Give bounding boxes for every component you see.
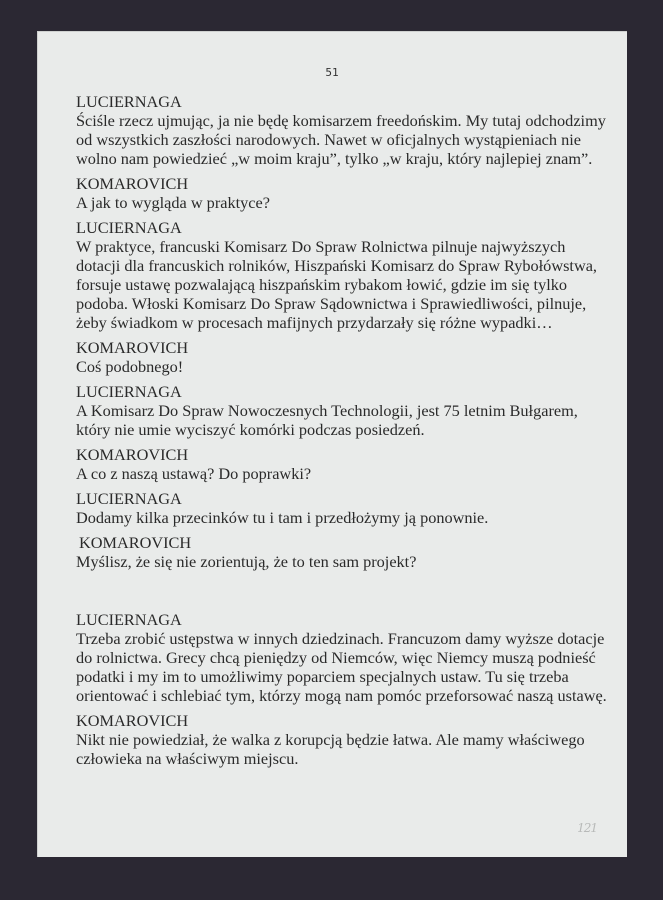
- dialogue-line: orientować i schlebiać tym, którzy mogą nam pomóc przeforsować naszą ustawę.: [76, 686, 607, 705]
- dialogue-block: [76, 533, 616, 571]
- speaker-name: LUCIERNAGA: [76, 92, 182, 111]
- speaker-name: KOMAROVICH: [76, 445, 189, 464]
- dialogue-block: [76, 218, 616, 332]
- speaker-name: LUCIERNAGA: [76, 382, 182, 401]
- speaker-name: KOMAROVICH: [76, 338, 189, 357]
- dialogue-line: A co z naszą ustawą? Do poprawki?: [76, 464, 312, 483]
- dialogue-line: Myślisz, że się nie zorientują, że to ten sam projekt?: [76, 552, 417, 571]
- dialogue-line: do rolnictwa. Grecy chcą pieniędzy od Niemców, więc Niemcy muszą podnieść: [76, 648, 596, 667]
- blank-gap: [76, 577, 616, 610]
- dialogue-line: który nie umie wyciszyć komórki podczas posiedzeń.: [76, 420, 425, 439]
- dialogue-line: forsuje ustawę pozwalającą hiszpańskim rybakom łowić, gdzie im się tylko: [76, 275, 568, 294]
- dialogue-line: żeby świadkom w procesach mafijnych przydarzały się różne wypadki…: [76, 313, 553, 332]
- dialogue-line: podoba. Włoski Komisarz Do Spraw Sądownictwa i Sprawiedliwości, pilnuje,: [76, 294, 587, 313]
- dialogue-line: Ściśle rzecz ujmując, ja nie będę komisarzem freedońskim. My tutaj odchodzimy: [76, 111, 606, 130]
- dialogue-block: [76, 610, 616, 705]
- speaker-name: LUCIERNAGA: [76, 610, 182, 629]
- dialogue-line: człowieka na właściwym miejscu.: [76, 749, 299, 768]
- speaker-name: KOMAROVICH: [76, 174, 189, 193]
- speaker-name: KOMAROVICH: [79, 533, 192, 552]
- handwritten-page-mark: 121: [577, 821, 597, 835]
- speaker-name: LUCIERNAGA: [76, 218, 182, 237]
- dialogue-line: A jak to wygląda w praktyce?: [76, 193, 270, 212]
- document-page: [37, 31, 627, 857]
- dialogue-line: dotacji dla francuskich rolników, Hiszpański Komisarz do Spraw Rybołówstwa,: [76, 256, 597, 275]
- dialogue-content: [76, 92, 616, 774]
- dialogue-line: podatki i my im to umożliwimy poparciem specjalnych ustaw. Tu się trzeba: [76, 667, 569, 686]
- dialogue-block: [76, 92, 616, 168]
- dialogue-block: [76, 174, 616, 212]
- dialogue-block: [76, 489, 616, 527]
- dialogue-line: Nikt nie powiedział, że walka z korupcją będzie łatwa. Ale mamy właściwego: [76, 730, 585, 749]
- dialogue-line: wolno nam powiedzieć „w moim kraju”, tylko „w kraju, który najlepiej znam”.: [76, 149, 593, 168]
- dialogue-block: [76, 711, 616, 768]
- page-number: 51: [325, 66, 339, 79]
- dialogue-line: od wszystkich zaszłości narodowych. Nawet w oficjalnych wystąpieniach nie: [76, 130, 582, 149]
- speaker-name: LUCIERNAGA: [76, 489, 182, 508]
- dialogue-block: [76, 382, 616, 439]
- dialogue-line: Dodamy kilka przecinków tu i tam i przedłożymy ją ponownie.: [76, 508, 489, 527]
- dialogue-block: [76, 445, 616, 483]
- dialogue-block: [76, 338, 616, 376]
- dialogue-line: Coś podobnego!: [76, 357, 184, 376]
- speaker-name: KOMAROVICH: [76, 711, 189, 730]
- dialogue-line: Trzeba zrobić ustępstwa w innych dziedzinach. Francuzom damy wyższe dotacje: [76, 629, 605, 648]
- dialogue-line: A Komisarz Do Spraw Nowoczesnych Technologii, jest 75 letnim Bułgarem,: [76, 401, 578, 420]
- dialogue-line: W praktyce, francuski Komisarz Do Spraw Rolnictwa pilnuje najwyższych: [76, 237, 566, 256]
